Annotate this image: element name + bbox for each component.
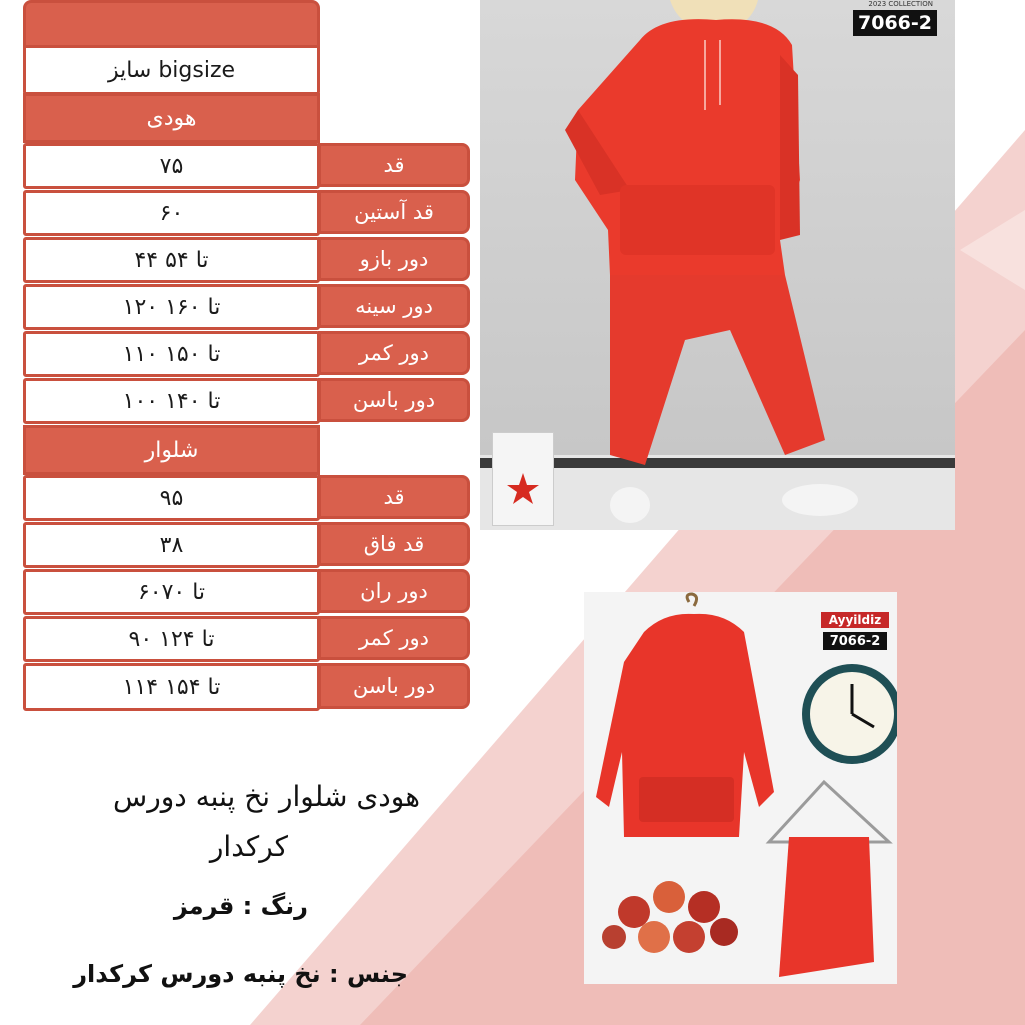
hoodie-section-title: هودی: [23, 93, 320, 143]
table-row-label: دور ران: [318, 569, 470, 613]
table-row-label: قد: [318, 143, 470, 187]
table-row-value: ۹۰ تا ۱۲۴: [23, 616, 320, 662]
table-row-value: ۷۵: [23, 143, 320, 189]
brand-label: Ayyildiz: [821, 612, 889, 628]
size-label: سایز bigsize: [23, 45, 320, 95]
product-code-badge-bottom: 7066-2: [823, 632, 887, 650]
table-row-label: قد آستین: [318, 190, 470, 234]
product-color: رنگ : قرمز: [173, 892, 308, 920]
flatlay-illustration: [584, 592, 897, 984]
table-row-label: قد: [318, 475, 470, 519]
table-row-value: ۱۲۰ تا ۱۶۰: [23, 284, 320, 330]
table-row-value: ۶۰تا ۷۰: [23, 569, 320, 615]
table-row-value: ۴۴ تا ۵۴: [23, 237, 320, 283]
table-row-label: قد فاق: [318, 522, 470, 566]
table-header-bar: [23, 0, 320, 48]
product-title-line2: کرکدار: [209, 830, 288, 863]
collection-label: 2023 COLLECTION: [868, 0, 933, 8]
product-code-badge: 7066-2: [853, 10, 937, 36]
table-row-label: دور باسن: [318, 378, 470, 422]
table-row-label: دور کمر: [318, 331, 470, 375]
table-row-value: ۱۱۰ تا ۱۵۰: [23, 331, 320, 377]
table-row-label: دور بازو: [318, 237, 470, 281]
table-row-value: ۱۰۰ تا ۱۴۰: [23, 378, 320, 424]
pants-section-title: شلوار: [23, 425, 320, 475]
product-material: جنس : نخ پنبه دورس کرکدار: [73, 960, 408, 988]
model-photo: [480, 0, 955, 530]
table-row-value: ۹۵: [23, 475, 320, 521]
product-title-line1: هودی شلوار نخ پنبه دورس: [113, 780, 420, 813]
table-row-label: دور کمر: [318, 616, 470, 660]
table-row-label: دور سینه: [318, 284, 470, 328]
table-row-value: ۶۰: [23, 190, 320, 236]
table-row-label: دور باسن: [318, 663, 470, 709]
table-row-value: ۳۸: [23, 522, 320, 568]
table-row-value: ۱۱۴ تا ۱۵۴: [23, 663, 320, 711]
brand-logo: [492, 432, 554, 526]
flatlay-photo: [584, 592, 897, 984]
